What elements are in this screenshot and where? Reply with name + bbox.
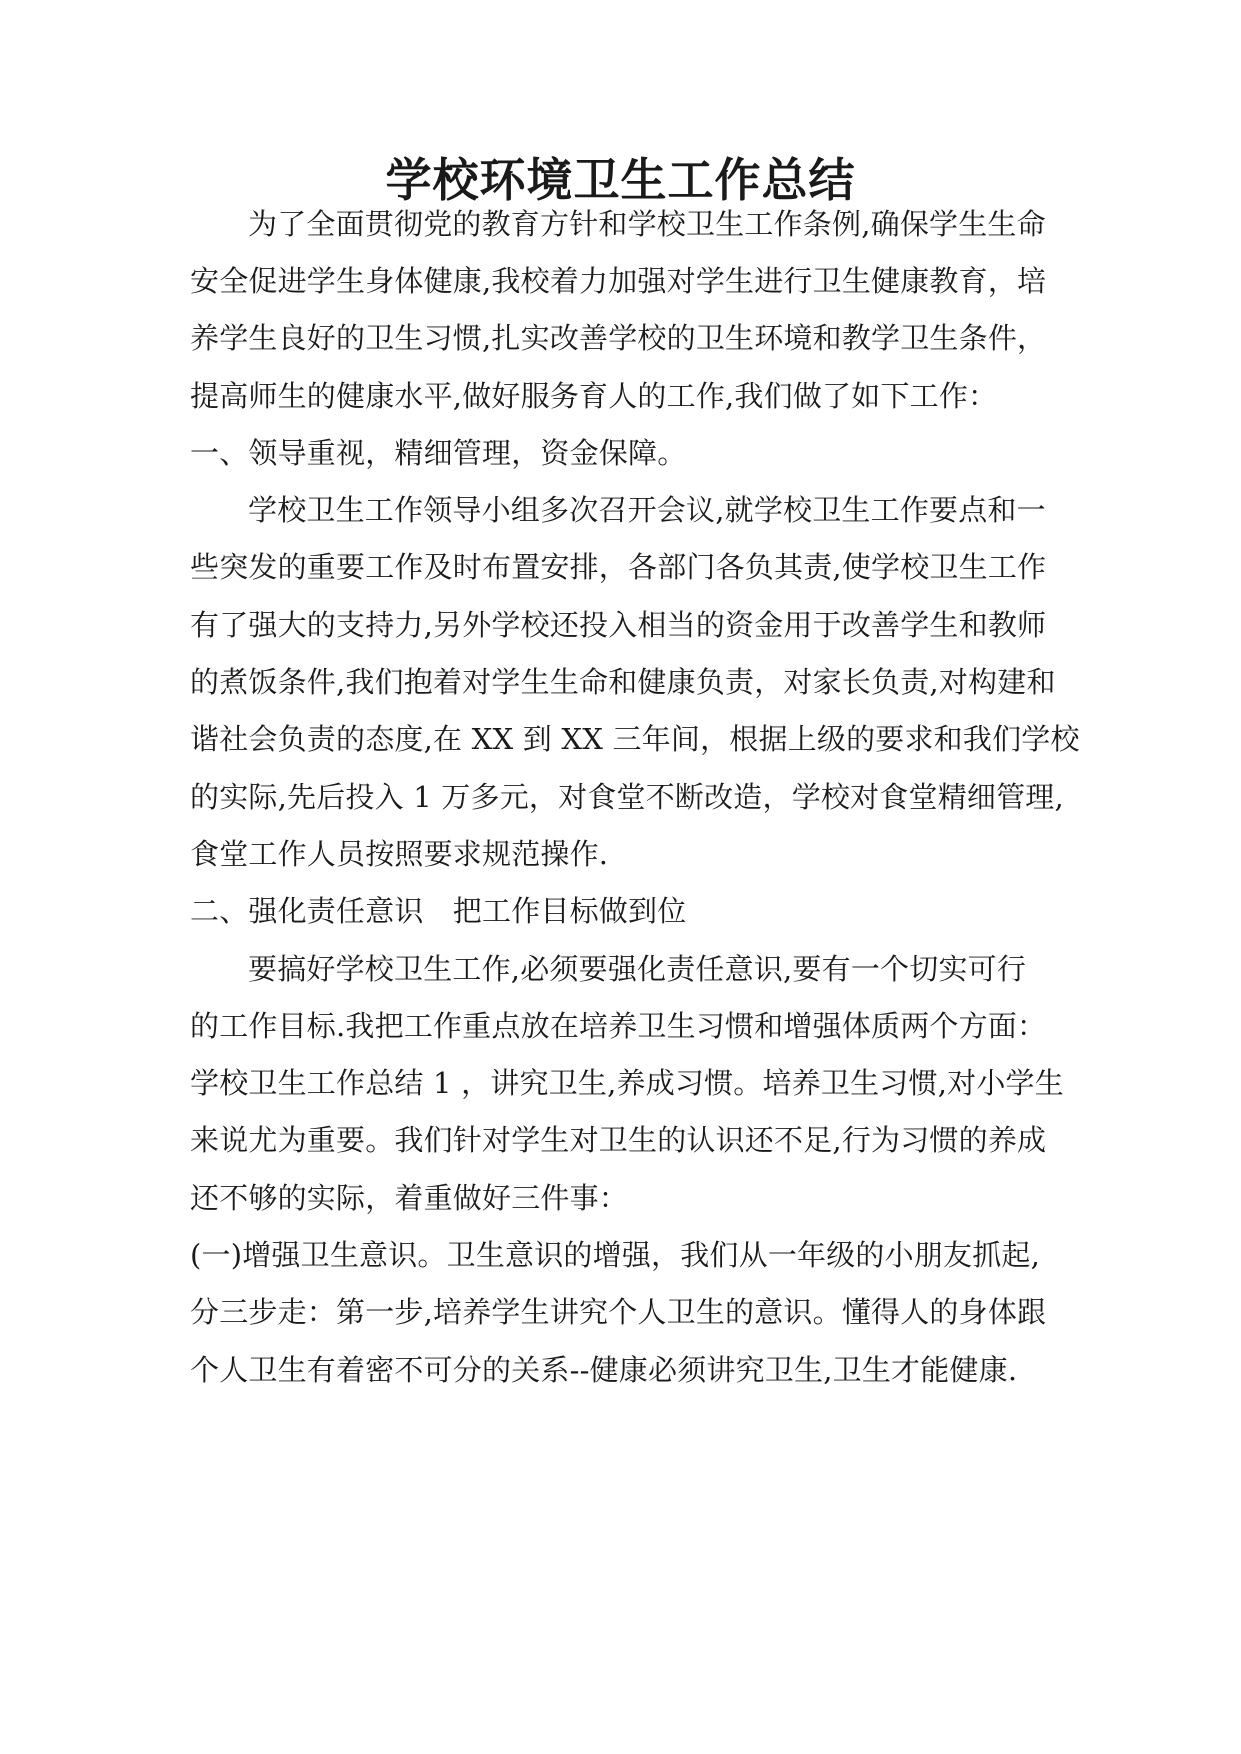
paragraph-line: 食堂工作人员按照要求规范操作.	[190, 837, 609, 871]
paragraph-line: 有了强大的支持力,另外学校还投入相当的资金用于改善学生和教师	[190, 608, 1047, 642]
paragraph-line: 学校卫生工作总结 1 ，讲究卫生,养成习惯。培养卫生习惯,对小学生	[190, 1066, 1064, 1100]
paragraph-line: 的实际,先后投入 1 万多元，对食堂不断改造，学校对食堂精细管理,	[190, 780, 1064, 814]
paragraph-line: 还不够的实际，着重做好三件事：	[190, 1181, 629, 1215]
paragraph-line: 的工作目标.我把工作重点放在培养卫生习惯和增强体质两个方面：	[190, 1009, 1047, 1043]
paragraph-line: 提高师生的健康水平,做好服务育人的工作,我们做了如下工作：	[190, 379, 998, 413]
paragraph-line: 些突发的重要工作及时布置安排，各部门各负其责,使学校卫生工作	[190, 550, 1047, 584]
paragraph-line: 分三步走：第一步,培养学生讲究个人卫生的意识。懂得人的身体跟	[190, 1295, 1047, 1329]
paragraph-line: (一)增强卫生意识。卫生意识的增强，我们从一年级的小朋友抓起,	[190, 1238, 1041, 1272]
paragraph-line: 个人卫生有着密不可分的关系--健康必须讲究卫生,卫生才能健康.	[190, 1353, 1018, 1387]
section-heading: 二、强化责任意识 把工作目标做到位	[190, 894, 687, 928]
section-heading: 一、领导重视，精细管理，资金保障。	[190, 436, 687, 470]
paragraph-line: 来说尤为重要。我们针对学生对卫生的认识还不足,行为习惯的养成	[190, 1123, 1047, 1157]
paragraph-line: 安全促进学生身体健康,我校着力加强对学生进行卫生健康教育，培	[190, 264, 1047, 298]
paragraph-line: 谐社会负责的态度,在 XX 到 XX 三年间，根据上级的要求和我们学校	[190, 722, 1080, 756]
paragraph-line: 的煮饭条件,我们抱着对学生生命和健康负责，对家长负责,对构建和	[190, 665, 1056, 699]
paragraph-line: 学校卫生工作领导小组多次召开会议,就学校卫生工作要点和一	[248, 493, 1046, 527]
document-title: 学校环境卫生工作总结	[385, 153, 856, 207]
paragraph-line: 要搞好学校卫生工作,必须要强化责任意识,要有一个切实可行	[248, 952, 1027, 986]
paragraph-line: 为了全面贯彻党的教育方针和学校卫生工作条例,确保学生生命	[248, 207, 1046, 241]
paragraph-line: 养学生良好的卫生习惯,扎实改善学校的卫生环境和教学卫生条件，	[190, 321, 1047, 355]
